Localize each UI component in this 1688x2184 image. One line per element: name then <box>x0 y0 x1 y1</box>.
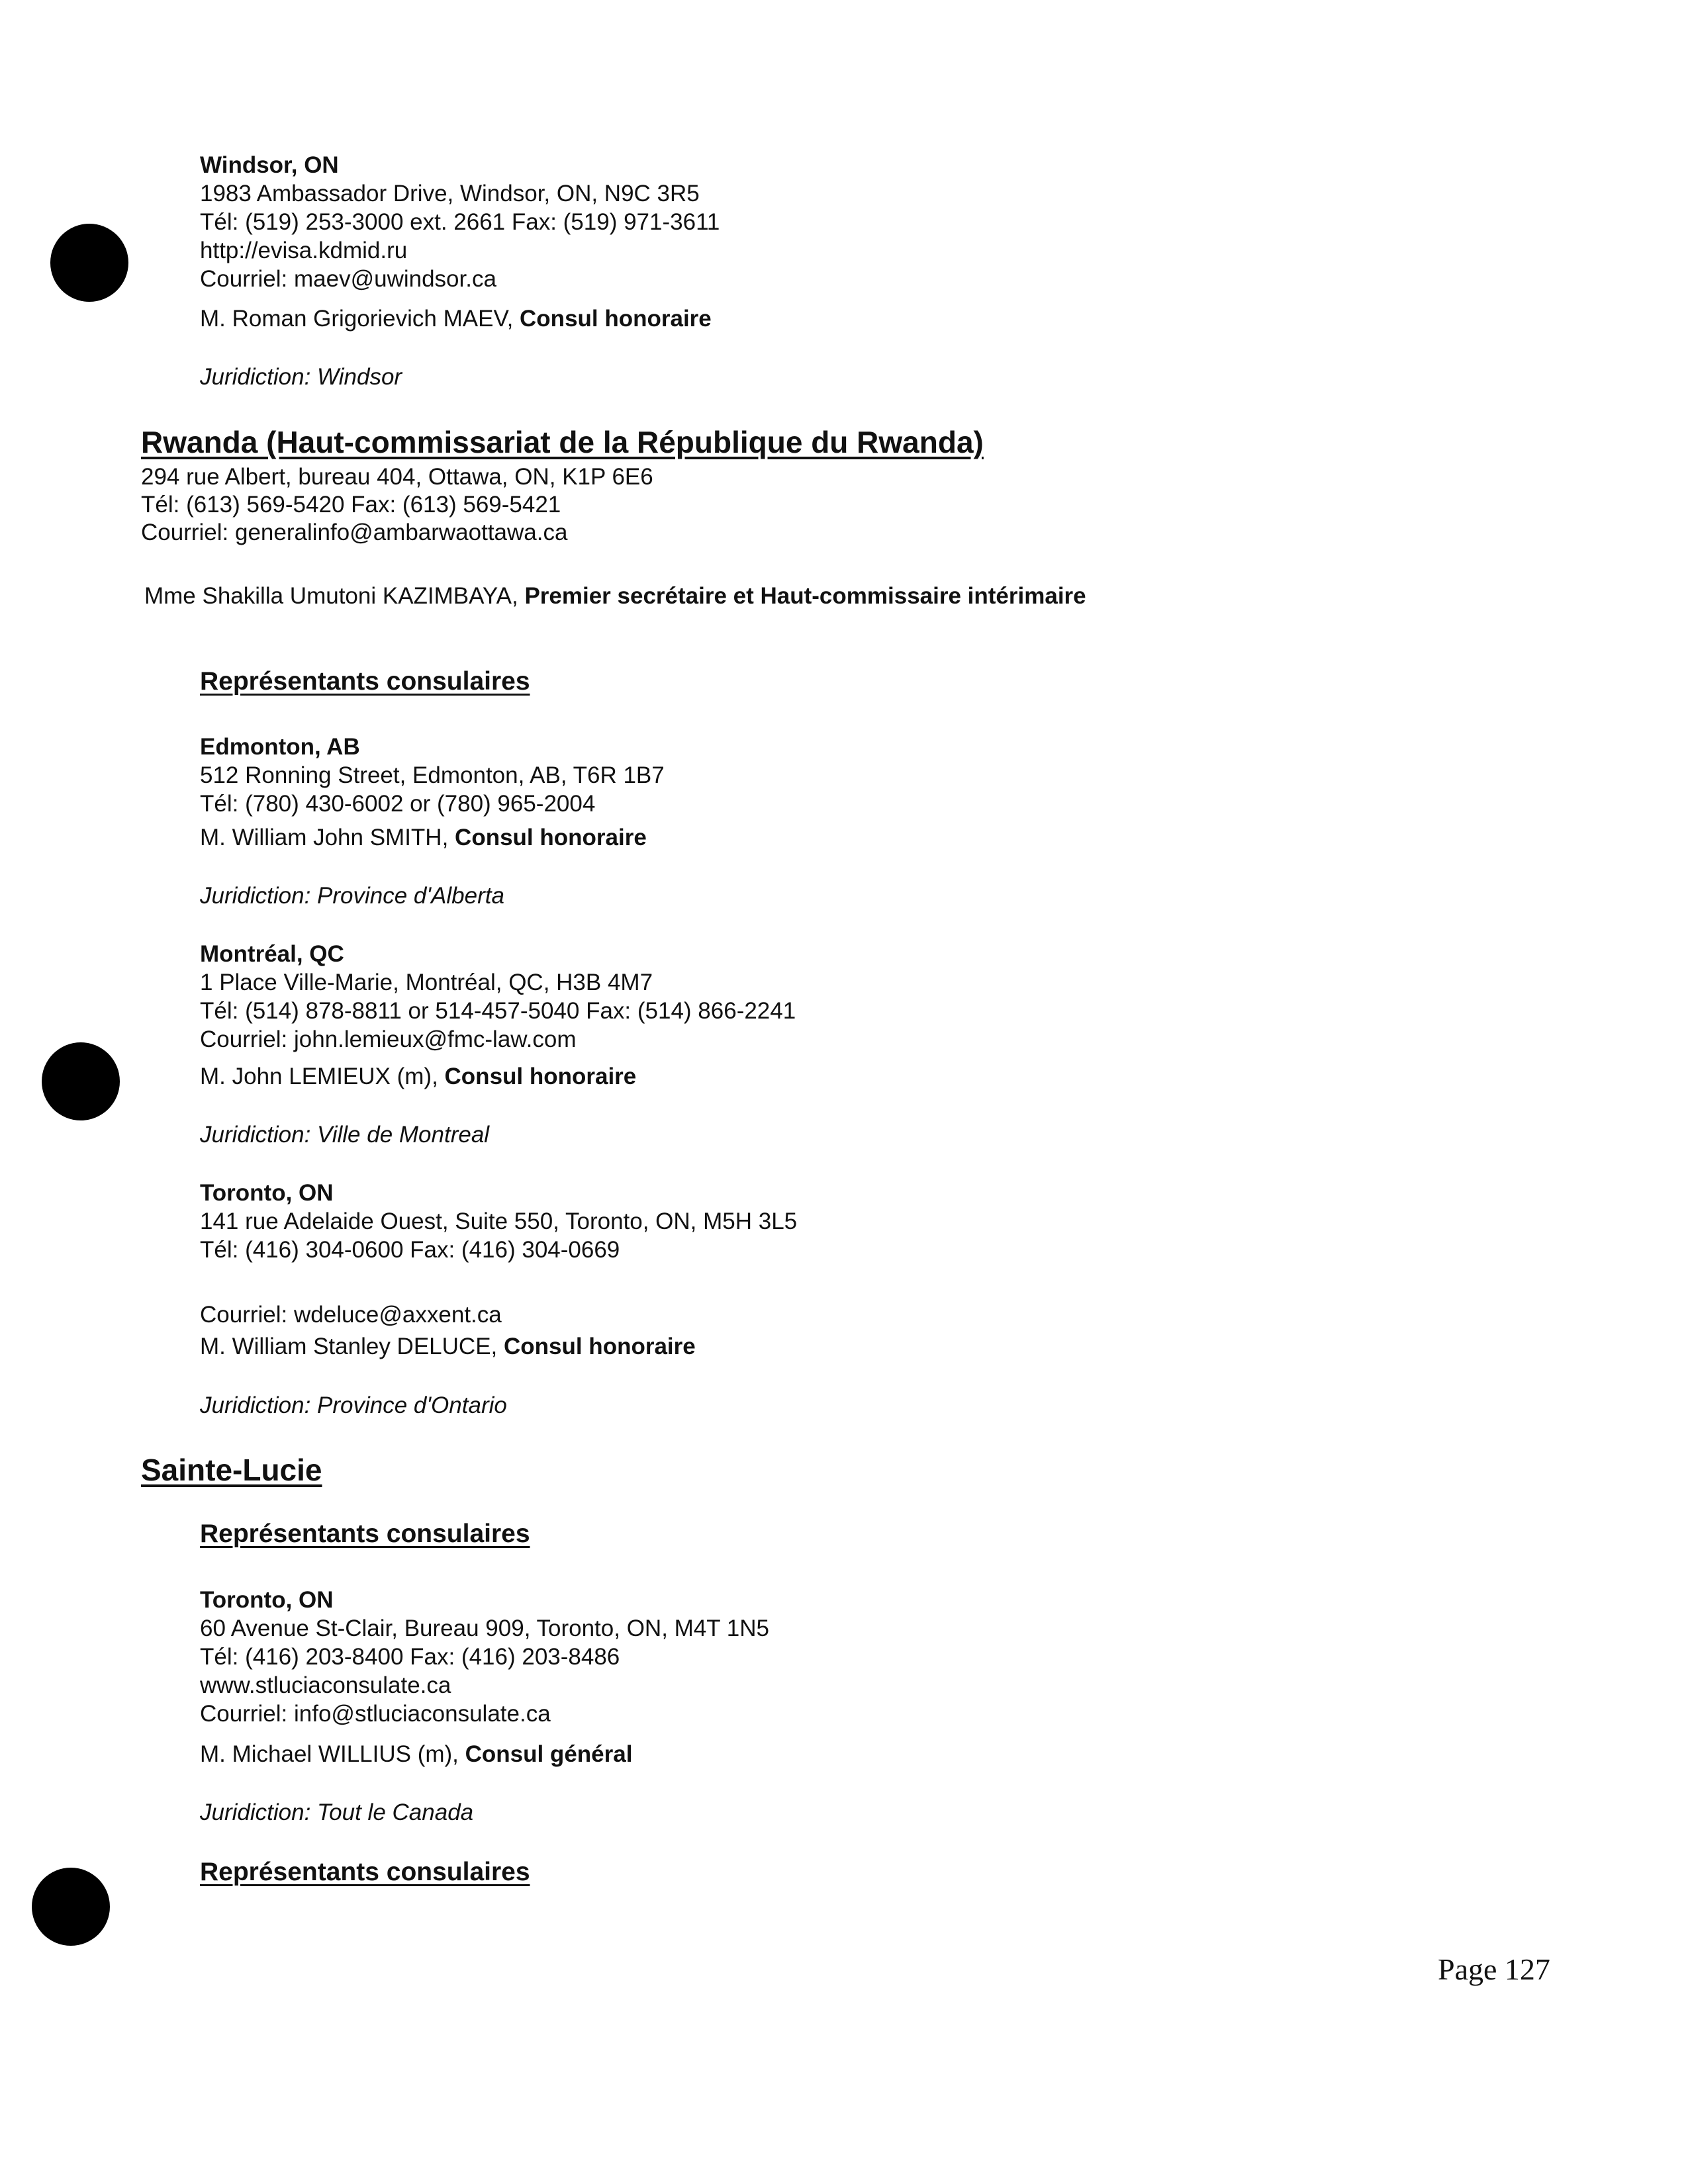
rwanda-edmonton-address: 512 Ronning Street, Edmonton, AB, T6R 1B7 <box>200 762 665 788</box>
rwanda-edmonton-phone: Tél: (780) 430-6002 or (780) 965-2004 <box>200 791 596 817</box>
rwanda-head-name: Mme Shakilla Umutoni KAZIMBAYA, <box>144 583 525 609</box>
rwanda-montreal-jurisdiction: Juridiction: Ville de Montreal <box>200 1122 490 1148</box>
rwanda-toronto-consul-name: M. William Stanley DELUCE, <box>200 1334 504 1359</box>
saint-lucia-consular-heading-2: Représentants consulaires <box>200 1858 530 1886</box>
windsor-consul <box>200 305 712 333</box>
punch-hole-top <box>50 224 128 302</box>
rwanda-toronto-jurisdiction: Juridiction: Province d'Ontario <box>200 1392 507 1418</box>
punch-hole-bottom <box>32 1868 110 1946</box>
rwanda-head-title: Premier secrétaire et Haut-commissaire intérimaire <box>524 583 1086 609</box>
windsor-consul-name: M. Roman Grigorievich MAEV, <box>200 306 520 332</box>
rwanda-montreal-consul-name: M. John LEMIEUX (m), <box>200 1064 445 1089</box>
rwanda-heading: Rwanda (Haut-commissariat de la République du Rwanda) <box>141 425 984 459</box>
rwanda-toronto-address: 141 rue Adelaide Ouest, Suite 550, Toronto, ON, M5H 3L5 <box>200 1208 798 1234</box>
saint-lucia-toronto-email[interactable]: Courriel: info@stluciaconsulate.ca <box>200 1701 551 1727</box>
rwanda-toronto-phone: Tél: (416) 304-0600 Fax: (416) 304-0669 <box>200 1237 620 1263</box>
saint-lucia-heading: Sainte-Lucie <box>141 1453 322 1487</box>
rwanda-edmonton-city: Edmonton, AB <box>200 734 360 760</box>
rwanda-toronto-consul-title: Consul honoraire <box>503 1334 696 1359</box>
rwanda-edmonton-consul <box>200 824 647 852</box>
rwanda-address: 294 rue Albert, bureau 404, Ottawa, ON, K1P 6E6 <box>141 464 653 490</box>
windsor-city: Windsor, ON <box>200 152 339 178</box>
saint-lucia-toronto-city: Toronto, ON <box>200 1587 334 1613</box>
saint-lucia-consular-heading: Représentants consulaires <box>200 1520 530 1548</box>
rwanda-montreal-consul-title: Consul honoraire <box>444 1064 637 1089</box>
windsor-address: 1983 Ambassador Drive, Windsor, ON, N9C 3R5 <box>200 181 700 206</box>
windsor-consul-title: Consul honoraire <box>520 306 712 332</box>
saint-lucia-toronto-consul-name: M. Michael WILLIUS (m), <box>200 1741 465 1767</box>
rwanda-toronto-consul <box>200 1333 696 1361</box>
saint-lucia-toronto-address: 60 Avenue St-Clair, Bureau 909, Toronto, ON, M4T 1N5 <box>200 1615 769 1641</box>
windsor-phone: Tél: (519) 253-3000 ext. 2661 Fax: (519) 971-3611 <box>200 209 720 235</box>
saint-lucia-toronto-consul <box>200 1741 632 1768</box>
saint-lucia-toronto-jurisdiction: Juridiction: Tout le Canada <box>200 1799 474 1825</box>
rwanda-toronto-email[interactable]: Courriel: wdeluce@axxent.ca <box>200 1302 502 1328</box>
rwanda-montreal-email[interactable]: Courriel: john.lemieux@fmc-law.com <box>200 1026 577 1052</box>
page-number: Page 127 <box>1438 1952 1550 1986</box>
rwanda-email[interactable]: Courriel: generalinfo@ambarwaottawa.ca <box>141 520 568 545</box>
saint-lucia-toronto-phone: Tél: (416) 203-8400 Fax: (416) 203-8486 <box>200 1644 620 1670</box>
punch-hole-middle <box>42 1042 120 1120</box>
rwanda-montreal-city: Montréal, QC <box>200 941 344 967</box>
saint-lucia-toronto-website[interactable]: www.stluciaconsulate.ca <box>200 1672 451 1698</box>
rwanda-montreal-consul <box>200 1063 636 1091</box>
windsor-email[interactable]: Courriel: maev@uwindsor.ca <box>200 266 496 292</box>
rwanda-montreal-address: 1 Place Ville-Marie, Montréal, QC, H3B 4M7 <box>200 970 653 995</box>
rwanda-head-of-mission <box>144 582 1086 610</box>
rwanda-phone: Tél: (613) 569-5420 Fax: (613) 569-5421 <box>141 492 561 518</box>
rwanda-consular-heading: Représentants consulaires <box>200 667 530 696</box>
rwanda-edmonton-consul-title: Consul honoraire <box>455 825 647 850</box>
saint-lucia-toronto-consul-title: Consul général <box>465 1741 633 1767</box>
windsor-website[interactable]: http://evisa.kdmid.ru <box>200 238 408 263</box>
rwanda-toronto-city: Toronto, ON <box>200 1180 334 1206</box>
rwanda-edmonton-consul-name: M. William John SMITH, <box>200 825 455 850</box>
rwanda-edmonton-jurisdiction: Juridiction: Province d'Alberta <box>200 883 504 909</box>
rwanda-montreal-phone: Tél: (514) 878-8811 or 514-457-5040 Fax: (514) 866-2241 <box>200 998 796 1024</box>
windsor-jurisdiction: Juridiction: Windsor <box>200 364 402 390</box>
